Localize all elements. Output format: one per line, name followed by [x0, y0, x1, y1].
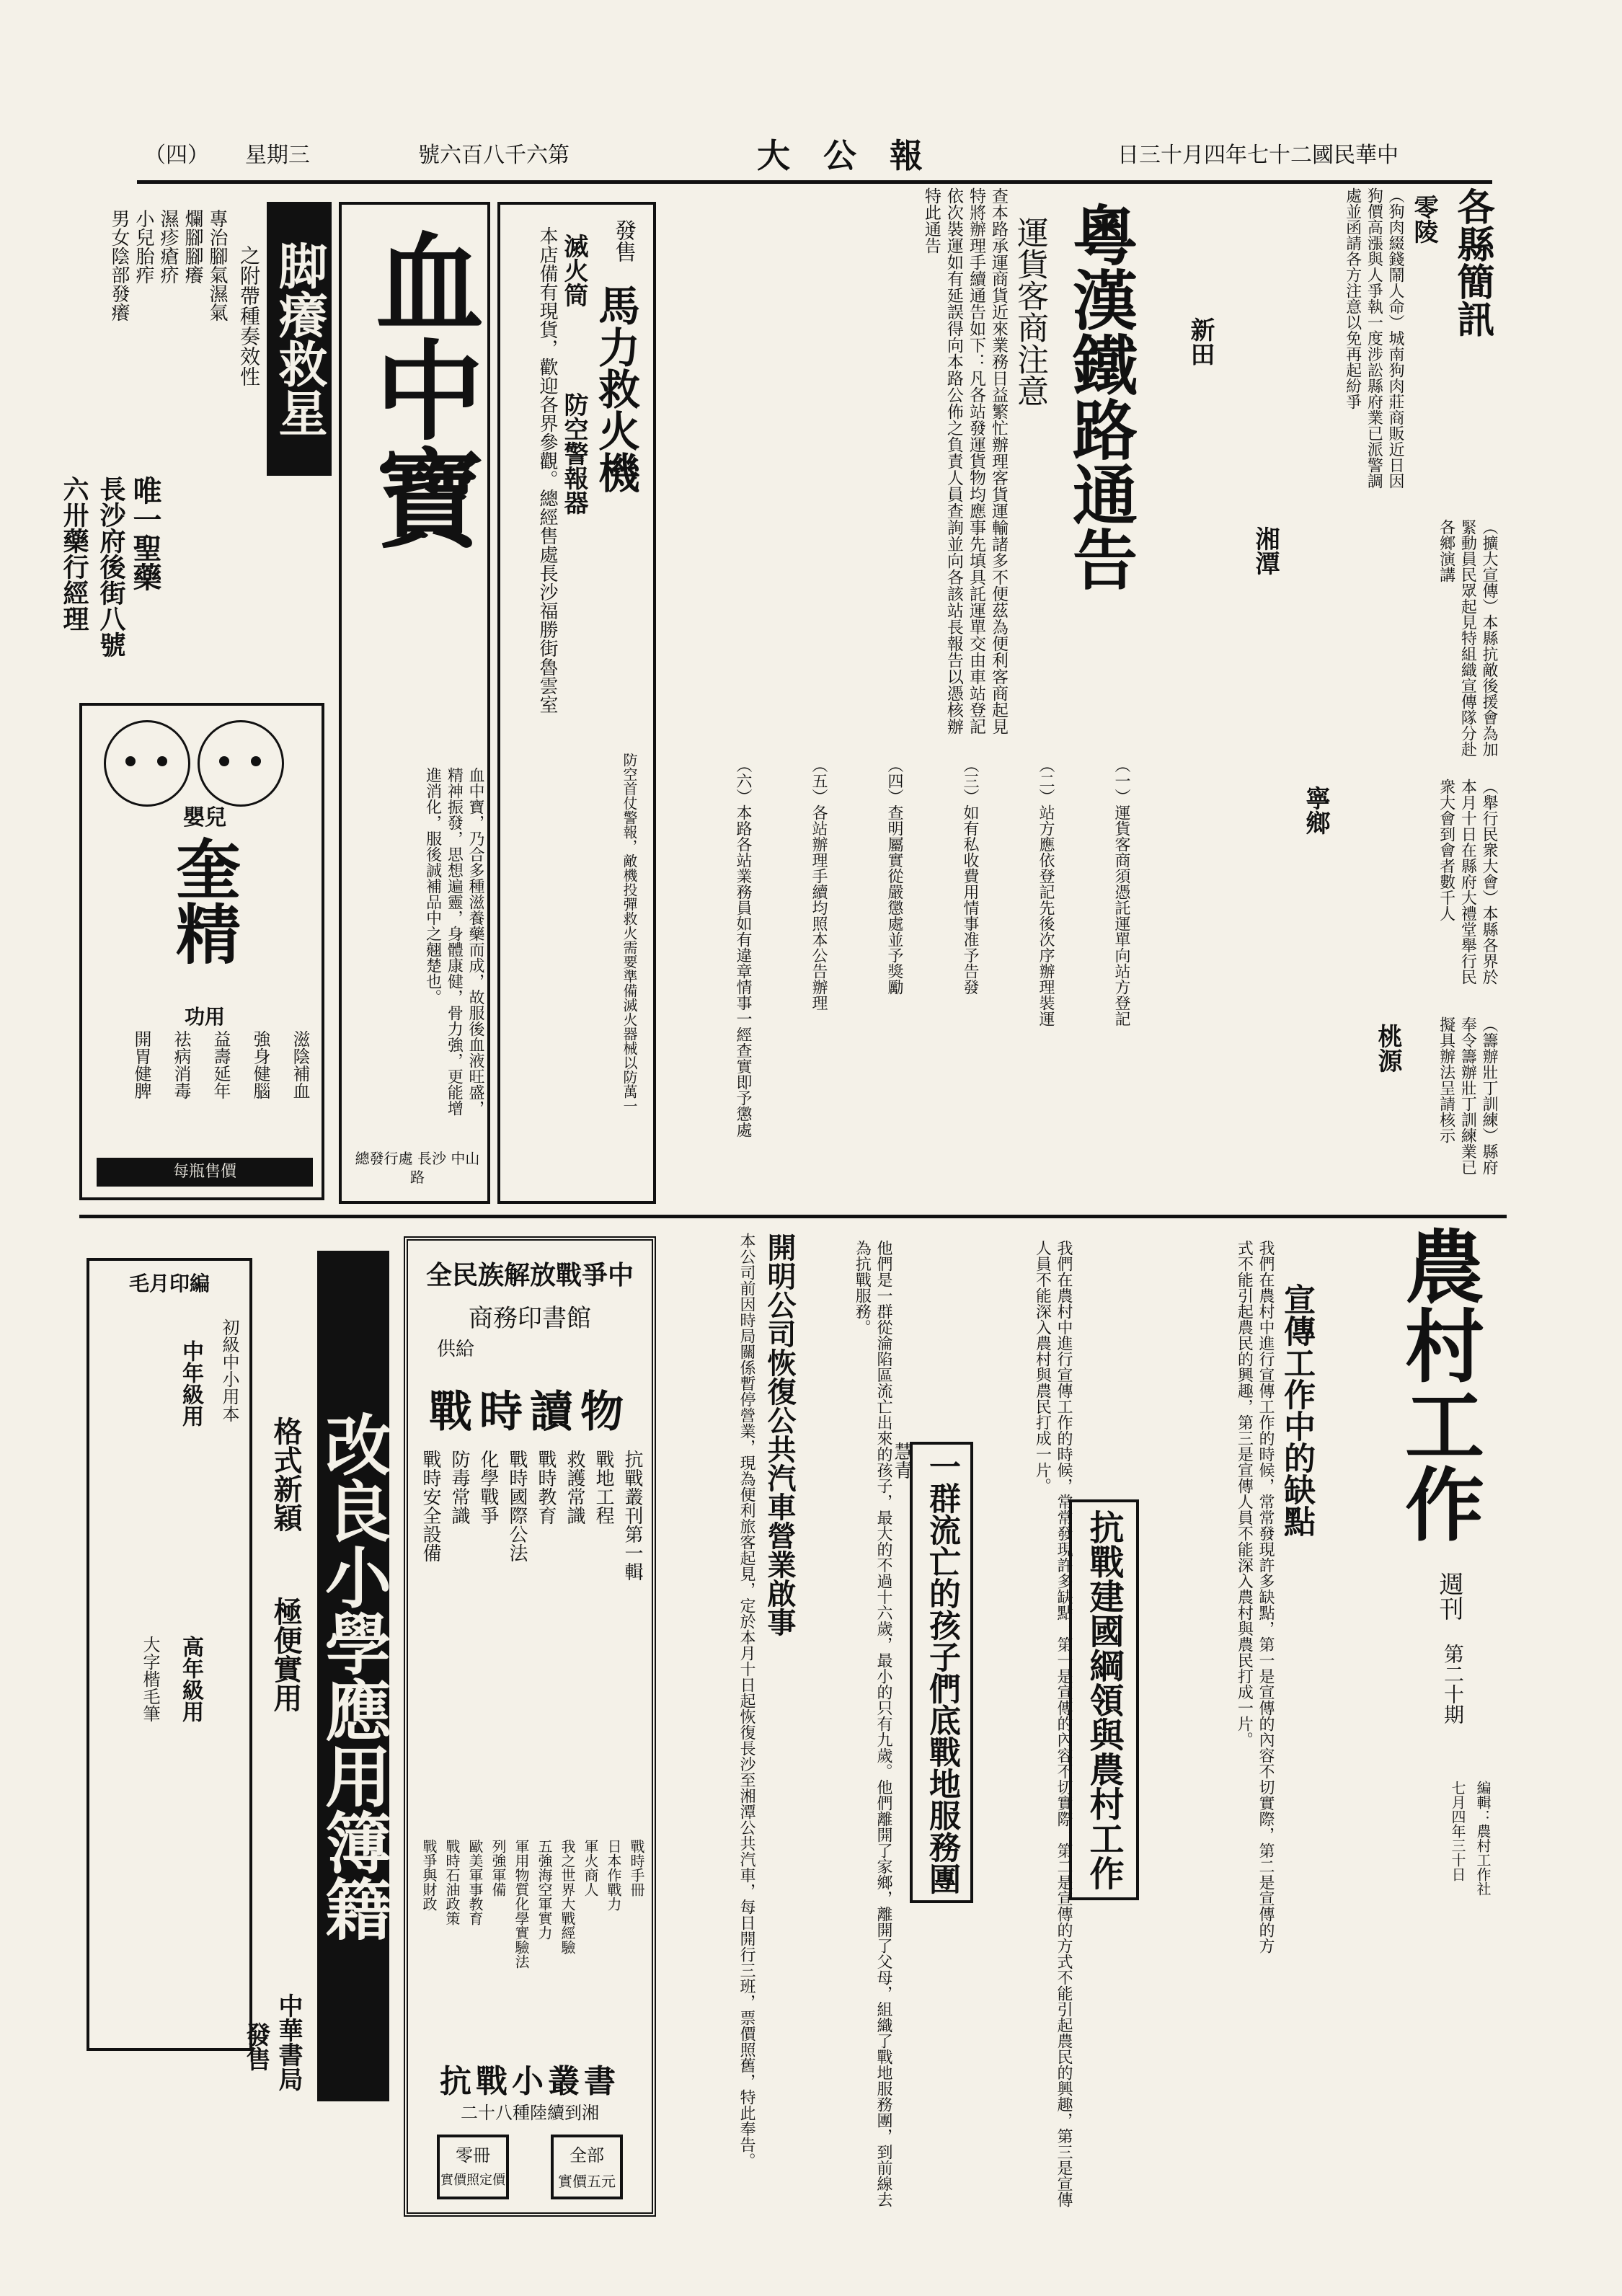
- farm-column-subtitle: 週刊: [1435, 1572, 1463, 1621]
- middle-rule: [79, 1215, 1507, 1218]
- war-feature-body: 他們是一群從淪陷區流亡出來的孩子，最大的不過十六歲，最小的只有九歲。他們離開了家鄉，離開了父母，組織了戰地服務團，到前線去為抗戰服務。: [853, 1240, 892, 2207]
- railway-notice-subtitle: 運貨客商注意: [1011, 216, 1048, 407]
- railway-notice: [663, 187, 1139, 1197]
- commercial-press-ad: [404, 1236, 656, 2217]
- foot-ad-line-4: 小兒胎痄: [133, 209, 154, 284]
- cp-book-l2: 日本作戰力: [605, 1839, 622, 1911]
- farm-column-heading-1: 宣傳工作中的缺點: [1278, 1283, 1315, 1537]
- railway-item-1: （一）運貨客商須憑託運單向站方登記: [1112, 757, 1130, 1027]
- cp-book-l4: 我之世界大戰經驗: [559, 1839, 576, 1954]
- cp-ad-title: 全民族解放戰爭中: [425, 1260, 634, 1290]
- textbook-ad-action: 發售: [241, 2022, 270, 2071]
- cp-book-l6: 軍用物質化學實驗法: [513, 1839, 530, 1969]
- fire-ad-promo: 防空首仗警報，敵機投彈救火需要準備滅火器械以防萬一: [621, 753, 638, 1113]
- cp-ad-books-left: [415, 1839, 646, 2048]
- war-feature-title: 一群流亡的孩子們底戰地服務團: [910, 1442, 973, 1903]
- war-feature: [815, 1225, 988, 2235]
- medicine-ad: [339, 202, 490, 1204]
- baby-ad-bottom: 每瓶售價: [97, 1158, 313, 1187]
- cp-ad-publisher: 商務印書館: [469, 1304, 591, 1333]
- paper-name: 大 公 報: [757, 136, 923, 175]
- baby-tonic-ad: [79, 703, 324, 1200]
- textbook-editor: 毛月印編: [128, 1272, 210, 1295]
- cp-ad-action: 供給: [437, 1339, 475, 1360]
- foot-ad-line-2: 爛腳腳癢: [182, 209, 203, 284]
- cp-ad-set-price-box: [551, 2135, 623, 2199]
- cp-ad-set-label: 全部: [570, 2145, 604, 2166]
- farm-column-editor: 編輯：農村工作社: [1474, 1781, 1492, 1896]
- baby-face-left-icon: [104, 720, 190, 807]
- cp-ad-books-right: [415, 1450, 646, 1825]
- cp-ad-set-price: 實價五元: [558, 2173, 616, 2190]
- fire-ad-product-2: 滅火筒: [559, 234, 588, 307]
- fire-ad-product-3: 防空警報器: [559, 392, 588, 515]
- textbook-row-1: 初級中小用本: [219, 1318, 239, 1422]
- foot-ad-line-3: 濕疹瘡疥: [157, 209, 179, 284]
- cp-ad-single-label: 零冊: [456, 2145, 490, 2166]
- textbook-ad-sub: 格式新穎: [269, 1417, 303, 1532]
- cp-book-r1: 抗戰叢刊第一輯: [621, 1450, 643, 1581]
- county-news-place-3: 湘潭: [1251, 526, 1280, 575]
- county-news-place-5: 桃源: [1373, 1024, 1402, 1073]
- railway-notice-title: 粵漢鐵路通告: [1061, 202, 1138, 591]
- county-news: [1146, 187, 1499, 1197]
- cp-book-l1: 戰時手冊: [628, 1839, 645, 1897]
- cp-book-r7: 防毒常識: [448, 1450, 470, 1525]
- cp-book-r4: 戰時教育: [535, 1450, 557, 1525]
- medicine-ad-title: 血中寶: [357, 226, 484, 551]
- cp-ad-series: 抗戰小叢書: [440, 2063, 620, 2100]
- cp-ad-single-price: 實價照定價: [440, 2173, 505, 2188]
- foot-ad-brand: 唯一聖藥: [128, 476, 162, 591]
- textbook-ad-publisher: 中華書局: [274, 1993, 303, 2091]
- farm-work-column: [1153, 1225, 1499, 2235]
- baby-ad-title: 嬰兒: [183, 805, 226, 830]
- cp-book-l7: 列強軍備: [489, 1839, 507, 1897]
- railway-item-6: （六）本路各站業務員如有違章情事一經查實即予懲處: [734, 757, 752, 1138]
- baby-benefit-2: 強身健腦: [250, 1030, 270, 1099]
- baby-face-right-icon: [198, 720, 284, 807]
- baby-benefit-1: 滋陰補血: [290, 1030, 310, 1099]
- fire-ad-brand-line: 發售: [611, 219, 636, 262]
- fire-extinguisher-ad: [497, 202, 656, 1204]
- railway-item-2: （二）站方應依登記先後次序辦理裝運: [1037, 757, 1055, 1027]
- cp-book-r6: 化學戰爭: [477, 1450, 499, 1525]
- bus-notice: [663, 1225, 807, 2235]
- medicine-ad-desc: 血中寶，乃合多種滋養藥而成，故服後血液旺盛，精神振發，思想遍靈，身體康健，骨力強，更能增進消化，服後誠補品中之翹楚也。: [423, 767, 484, 1116]
- issue-date: 日三十月四年七十二國民華中: [1117, 143, 1399, 168]
- textbook-row-3: 高年級用: [178, 1636, 203, 1722]
- fire-ad-product: 馬力救火機: [591, 284, 640, 493]
- foot-ad-title: 脚癢救星: [267, 202, 332, 476]
- farm-column-date: 七月四年三十日: [1449, 1781, 1466, 1881]
- textbook-ad-table: [87, 1258, 252, 2051]
- county-news-text-3: （舉行民衆大會）本縣各界於本月十日在縣府大禮堂舉行民衆大會到會者數千人: [1437, 779, 1498, 985]
- railway-item-3: （三）如有私收費用情事准予告發: [961, 757, 979, 995]
- cp-book-l10: 戰爭與財政: [420, 1839, 438, 1911]
- cp-ad-section: 戰時讀物: [429, 1387, 631, 1437]
- county-news-place-4: 寧鄉: [1301, 786, 1330, 835]
- county-news-text-2: （擴大宣傳）本縣抗敵後援會為加緊動員民眾起見特組織宣傳隊分赴各鄉演講: [1437, 519, 1498, 757]
- baby-ad-benefits: [97, 1030, 313, 1153]
- issue-number: 號六百八千六第: [418, 143, 570, 168]
- foot-ad-line-5: 男女陰部發癢: [108, 209, 130, 322]
- farm-column-issue: 第二十期: [1441, 1644, 1465, 1724]
- cp-book-r2: 戰地工程: [593, 1450, 614, 1525]
- cp-book-r5: 戰時國際公法: [506, 1450, 528, 1562]
- county-news-place-2: 新田: [1186, 317, 1215, 366]
- cp-book-r3: 救護常識: [564, 1450, 585, 1525]
- railway-notice-body: 查本路承運商貨近來業務日益繁忙辦理客貨運輸諸多不便茲為便利客商起見特將辦理手續通告如下：凡各站發運貨物均應事先填具託運單交由車站登記依次裝運如有延誤得向本路公佈之負責人員查詢並向各該站長報告以憑核辦特此通告: [921, 187, 1008, 735]
- foot-ad-subtitle: 之附帶種奏效性: [237, 245, 261, 386]
- baby-benefit-4: 祛病消毒: [171, 1030, 191, 1099]
- foot-itch-ad: [59, 202, 332, 663]
- cp-book-l5: 五強海空軍實力: [536, 1839, 553, 1940]
- masthead: [144, 137, 1514, 180]
- weekday: 星期三: [245, 143, 310, 168]
- textbook-ad-title: 改良小學應用簿籍: [317, 1251, 389, 2101]
- page-number: （四）: [144, 143, 209, 168]
- cp-ad-single-price-box: [437, 2135, 509, 2199]
- foot-ad-address: 長沙府後街八號六卅藥行經理: [59, 476, 126, 657]
- railway-notice-items: [663, 757, 1132, 1189]
- cp-book-l3: 軍火商人: [582, 1839, 599, 1897]
- cp-book-r8: 戰時安全設備: [420, 1450, 441, 1562]
- baby-ad-brand: 奎精: [164, 835, 241, 965]
- farm-column-title: 農村工作: [1392, 1225, 1485, 1543]
- bus-notice-body: 本公司前因時局關係暫停營業，現為便利旅客起見，定於本月十日起恢復長沙至湘潭公共汽車，每日開行三班，票價照舊，特此奉告。: [737, 1233, 755, 2168]
- foot-ad-line-1: 專治腳氣濕氣: [206, 209, 228, 322]
- county-news-title: 各縣簡訊: [1450, 187, 1494, 337]
- railway-item-4: （四）查明屬實從嚴懲處並予獎勵: [885, 757, 903, 995]
- baby-benefit-3: 益壽延年: [210, 1030, 231, 1099]
- textbook-ad-sub-2: 極便實用: [269, 1597, 303, 1712]
- bus-notice-title: 開明公司恢復公共汽車營業啟事: [763, 1233, 797, 1636]
- baby-benefit-5: 開胃健脾: [131, 1030, 151, 1099]
- program-article-heading: 抗戰建國綱領與農村工作: [1069, 1499, 1139, 1900]
- fire-ad-body: 本店備有現貨，歡迎各界參觀。總經售處長沙福勝街魯雲室: [536, 226, 558, 714]
- county-news-text-4: （籌辦壯丁訓練）縣府奉令籌辦壯丁訓練業已擬具辦法呈請核示: [1437, 1016, 1498, 1175]
- cp-ad-series-sub: 二十八種陸續到湘: [461, 2103, 599, 2123]
- cp-book-l8: 歐美軍事教育: [466, 1839, 484, 1925]
- masthead-rule: [137, 180, 1492, 184]
- farm-column-body: 我們在農村中進行宣傳工作的時候，常常發現許多缺點，第一是宣傳的內容不切實際，第二是宣傳的方式不能引起農民的興趣，第三是宣傳人員不能深入農村與農民打成一片。: [1235, 1240, 1275, 1954]
- medicine-ad-footer: 總發行處 長沙 中山路: [355, 1150, 480, 1186]
- county-news-text-1: （狗肉綴錢鬧人命）城南狗肉莊商販近日因狗價高漲與人爭執一度涉訟縣府業已派警調處並函請各方注意以免再起紛爭: [1343, 187, 1404, 489]
- war-feature-author: 慧青: [891, 1442, 913, 1479]
- county-news-place-1: 零陵: [1409, 195, 1438, 244]
- textbook-row-2: 中年級用: [178, 1340, 203, 1427]
- program-article-body: 我們在農村中進行宣傳工作的時候，常常發現許多缺點，第一是宣傳的內容不切實際，第二是宣傳的方式不能引起農民的興趣，第三是宣傳人員不能深入農村與農民打成一片。: [1033, 1240, 1073, 2207]
- railway-item-5: （五）各站辦理手續均照本公告辦理: [810, 757, 828, 1011]
- textbook-ad: [79, 1236, 396, 2217]
- program-article: [995, 1225, 1153, 2235]
- foot-ad-lines: [108, 209, 231, 469]
- cp-book-l9: 戰時石油政策: [443, 1839, 461, 1925]
- textbook-row-4: 大字楷毛筆: [140, 1636, 160, 1722]
- baby-ad-section: 功用: [184, 1005, 225, 1029]
